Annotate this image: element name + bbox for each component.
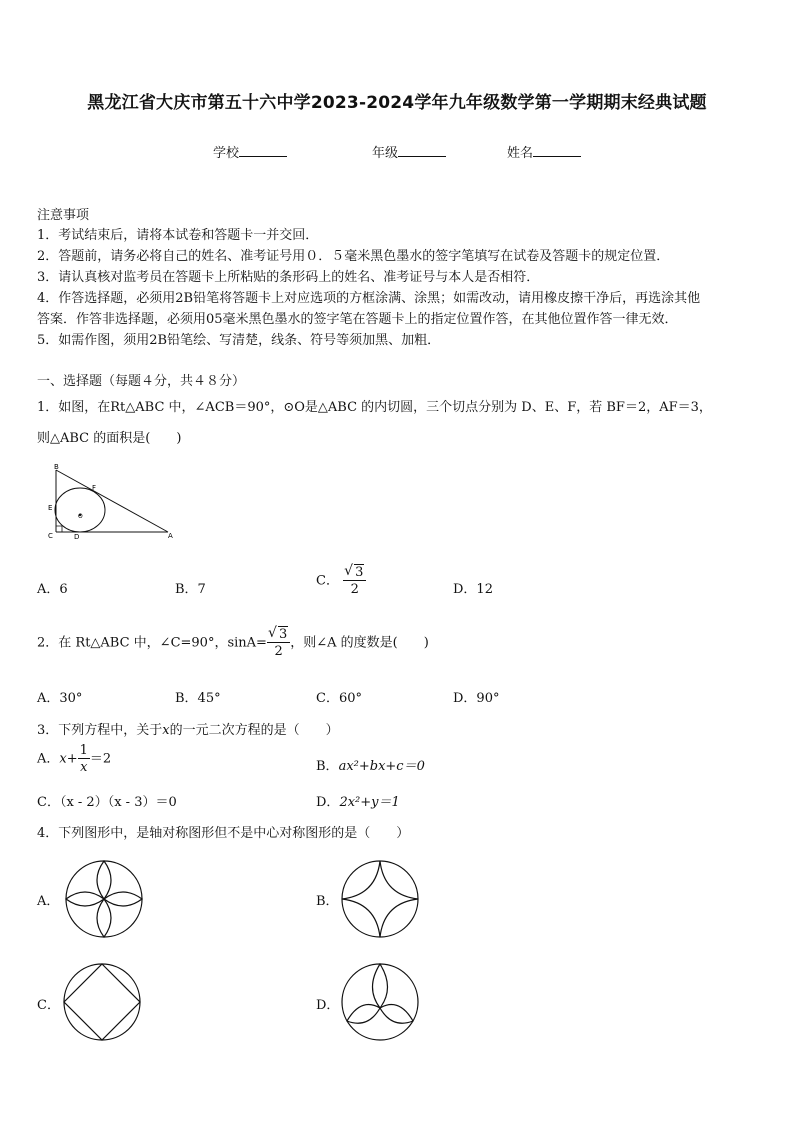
q2-stem: [37, 628, 429, 658]
q3-option-b-prefix: B．: [316, 759, 339, 774]
page-title: 黑龙江省大庆市第五十六中学2023-2024学年九年级数学第一学期期末经典试题: [87, 93, 707, 113]
q4-figure-c: [62, 962, 142, 1042]
q3-option-d-prefix: D．: [316, 795, 340, 810]
q3-option-c: C．（x - 2）（x - 3）＝0: [37, 795, 177, 810]
q4-b-circle: [342, 861, 418, 937]
q3-option-a-num: 1: [79, 743, 88, 758]
q4-d-petal-top: [373, 964, 388, 1008]
school-blank: [239, 144, 287, 157]
q3-stem-end: 的一元二次方程的是（ ）: [169, 723, 339, 738]
q2-radicand: 3: [278, 627, 288, 642]
q4-option-d-label: D．: [316, 998, 340, 1013]
q4-option-b-label: B．: [316, 894, 339, 909]
grade-field: [372, 142, 446, 161]
q1-option-c-radicand: 3: [355, 565, 364, 580]
q3-option-b-expr: ax²+bx+c＝0: [338, 759, 425, 774]
q3-stem-text: 3．下列方程中，关于: [37, 723, 163, 738]
q1-option-c: [316, 566, 366, 596]
q4-d-petal-right: [380, 1005, 413, 1024]
school-field: [213, 142, 287, 161]
name-label: 姓名: [507, 146, 534, 161]
label-b: B: [54, 463, 59, 471]
q1-option-c-fraction: [343, 566, 366, 596]
q3-option-d-expr: 2x²+y＝1: [339, 795, 400, 810]
q4-d-petal-left: [347, 1005, 380, 1024]
notice-item-3: 3．请认真核对监考员在答题卡上所粘贴的条形码上的姓名、准考证号与本人是否相符．: [37, 270, 540, 285]
q4-d-circle: [342, 964, 418, 1040]
label-e: E: [48, 504, 53, 512]
grade-blank: [398, 144, 446, 157]
section-heading: 一、选择题（每题４分，共４８分）: [37, 374, 246, 389]
notice-item-4: 4．作答选择题，必须用2B铅笔将答题卡上对应选项的方框涂满、涂黑；如需改动，请用橡皮擦干净后，再选涂其他: [37, 291, 701, 306]
q1-triangle-figure: [42, 460, 182, 542]
notice-heading: 注意事项: [37, 208, 90, 223]
grade-label: 年级: [372, 146, 399, 161]
label-o: O: [78, 513, 83, 520]
q2-stem-suffix: ，则∠A 的度数是( ): [290, 635, 429, 651]
q3-option-a-x: x: [59, 751, 67, 767]
q1-option-d: D．12: [453, 582, 493, 597]
school-label: 学校: [213, 146, 240, 161]
q1-option-c-prefix: C．: [316, 573, 339, 589]
q4-option-a-label: A．: [37, 894, 60, 909]
q2-option-b: B．45°: [175, 691, 221, 706]
q2-fraction: [267, 628, 290, 658]
q4-figure-b: [340, 859, 420, 939]
label-c: C: [48, 532, 53, 540]
q4-a-petal-left: [66, 892, 104, 906]
notice-item-2: 2．答题前，请务必将自己的姓名、准考证号用０．５毫米黑色墨水的签字笔填写在试卷及答题卡的规定位置．: [37, 249, 670, 264]
q4-option-c-label: C．: [37, 998, 60, 1013]
q2-stem-prefix: 2．在 Rt△ABC 中，∠C=90°，sinA=: [37, 635, 267, 651]
label-d: D: [74, 533, 80, 541]
q1-stem-line1: 1．如图，在Rt△ABC 中，∠ACB＝90°，⊙O是△ABC 的内切圆，三个切点分别为 D、E、F，若 BF＝2，AF＝3，: [37, 400, 712, 415]
q4-c-circle: [64, 964, 140, 1040]
q3-option-a-plus: +: [66, 751, 78, 767]
name-field: [507, 142, 581, 161]
q2-denominator: 2: [274, 644, 283, 659]
incircle: [55, 488, 105, 532]
q2-option-d: D．90°: [453, 691, 500, 706]
q3-stem-var: x: [162, 723, 170, 738]
label-a: A: [168, 532, 173, 540]
q3-option-b: [316, 755, 425, 774]
q4-a-petal-right: [104, 892, 142, 906]
q3-option-d: [316, 791, 400, 810]
notice-item-5: 5．如需作图，须用2B铅笔绘、写清楚，线条、符号等须加黑、加粗．: [37, 333, 441, 348]
q3-option-a-prefix: A．: [37, 751, 60, 767]
name-blank: [533, 144, 581, 157]
q2-option-a: A．30°: [37, 691, 83, 706]
q1-stem-line2: 则△ABC 的面积是( ): [37, 431, 182, 446]
q1-option-a: A．6: [37, 582, 68, 597]
q3-stem: [37, 719, 339, 738]
q3-option-a-fraction: [78, 744, 90, 774]
side-ab: [56, 470, 168, 532]
q4-a-petal-bottom: [97, 899, 111, 937]
q3-option-a: [37, 744, 111, 774]
notice-item-1: 1．考试结束后，请将本试卷和答题卡一并交回．: [37, 228, 319, 243]
q2-option-c: C．60°: [316, 691, 362, 706]
q1-option-b: B．7: [175, 582, 206, 597]
q4-figure-d: [340, 962, 420, 1042]
q4-figure-a: [64, 859, 144, 939]
q1-option-c-denominator: 2: [350, 582, 359, 597]
right-angle-mark: [56, 526, 62, 532]
q4-a-petal-top: [97, 861, 111, 899]
q4-stem: 4．下列图形中，是轴对称图形但不是中心对称图形的是（ ）: [37, 826, 410, 841]
q3-option-a-rhs: ＝2: [89, 751, 112, 767]
label-f: F: [92, 484, 97, 492]
q3-option-a-den: x: [80, 760, 88, 775]
notice-item-4-cont: 答案．作答非选择题，必须用05毫米黑色墨水的签字笔在答题卡上的指定位置作答，在其他位置作答一律无效．: [37, 312, 678, 327]
